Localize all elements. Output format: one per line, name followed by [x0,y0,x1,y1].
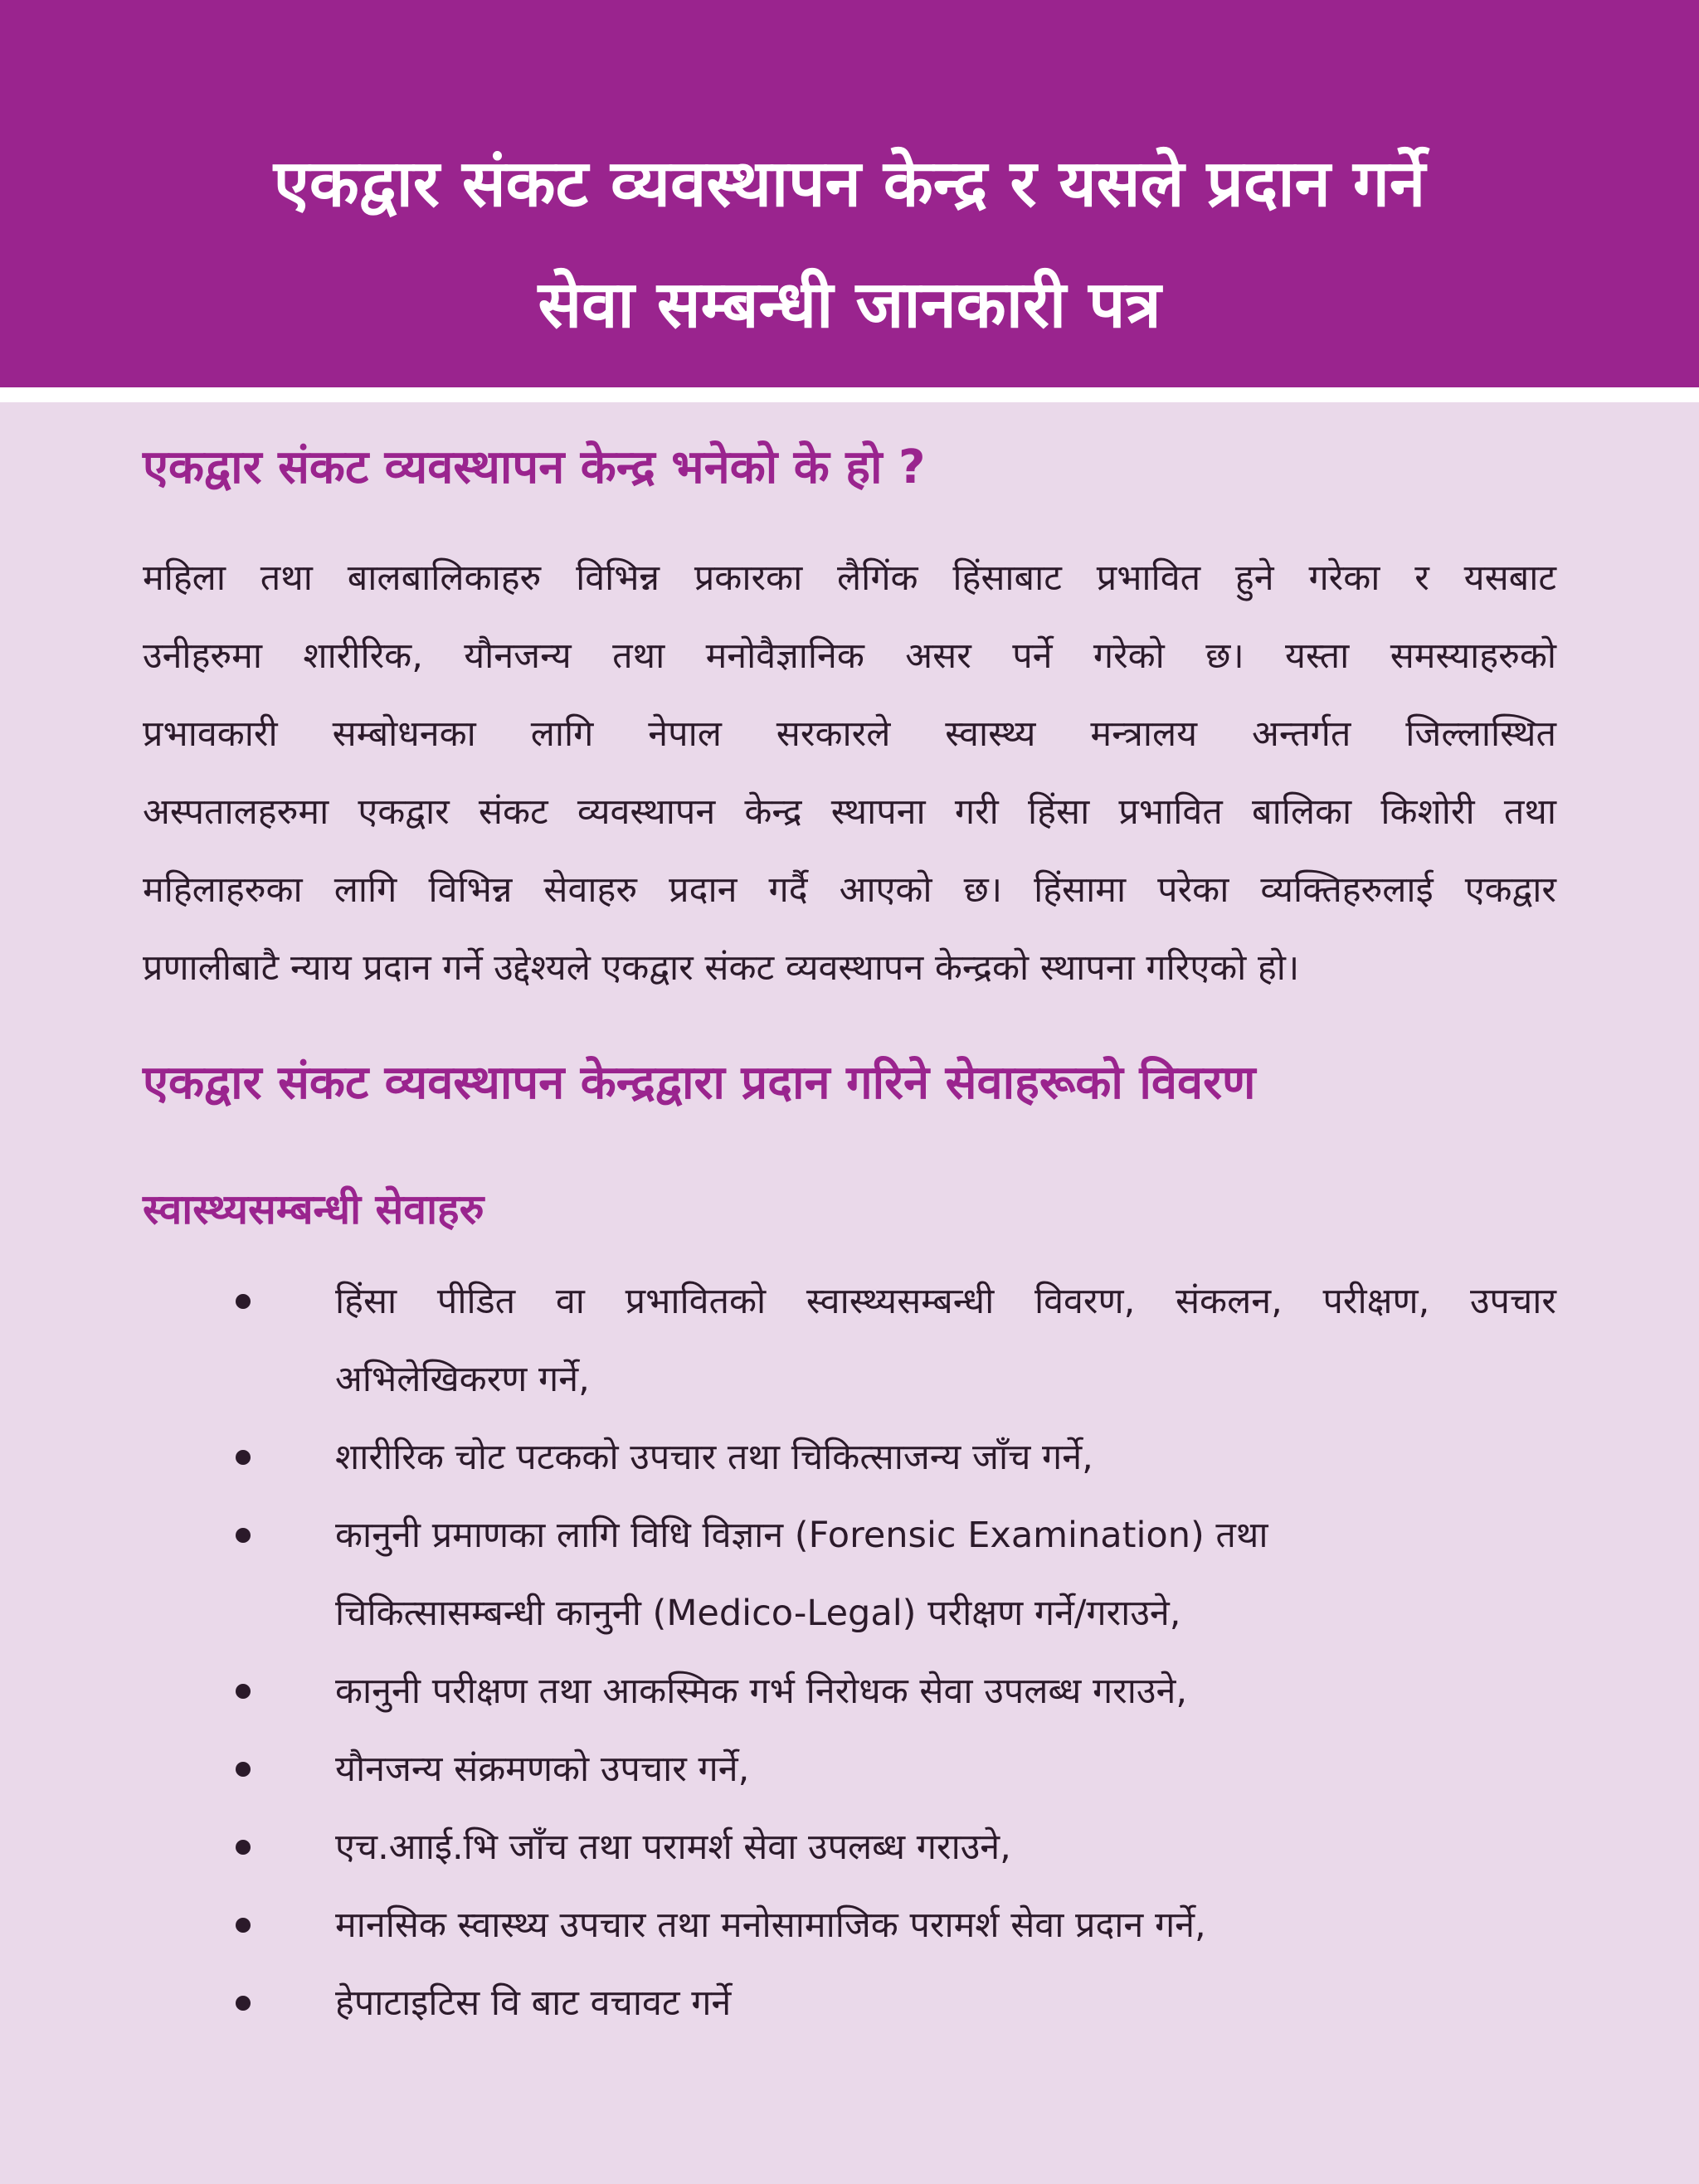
page-title-line-2: सेवा सम्बन्धी जानकारी पत्र [538,268,1161,343]
intro-paragraph-line: महिला तथा बालबालिकाहरु विभिन्न प्रकारका लैगिंक हिंसाबाट प्रभावित हुने गरेका र यसबाट [143,557,1556,599]
intro-paragraph-line: अस्पतालहरुमा एकद्वार संकट व्यवस्थापन केन्द्र स्थापना गरी हिंसा प्रभावित बालिका किशोरी तथा [143,791,1556,833]
intro-paragraph-line: उनीहरुमा शारीरिक, यौनजन्य तथा मनोवैज्ञानिक असर पर्ने गरेको छ। यस्ता समस्याहरुको [143,635,1556,677]
list-item-text: हेपाटाइटिस वि बाट वचावट गर्ने [335,1982,732,2024]
list-item-text: हिंसा पीडित वा प्रभावितको स्वास्थ्यसम्बन्धी विवरण, संकलन, परीक्षण, उपचार [335,1281,1556,1322]
list-item-text: कानुनी प्रमाणका लागि विधि विज्ञान (Forensic Examination) तथा [335,1515,1268,1556]
list-item-text: अभिलेखिकरण गर्ने, [335,1359,590,1400]
intro-heading: एकद्वार संकट व्यवस्थापन केन्द्र भनेको के हो ? [143,440,926,494]
bullet-icon [236,1840,251,1855]
services-heading: एकद्वार संकट व्यवस्थापन केन्द्रद्वारा प्रदान गरिने सेवाहरूको विवरण [143,1056,1256,1110]
list-item-text: यौनजन्य संक्रमणको उपचार गर्ने, [335,1749,750,1790]
bullet-icon [236,1684,251,1699]
intro-paragraph-line: प्रणालीबाटै न्याय प्रदान गर्ने उद्देश्यले एकद्वार संकट व्यवस्थापन केन्द्रको स्थापना गरिएको हो। [143,947,1300,989]
banner-divider [0,387,1699,402]
bullet-icon [236,1294,251,1309]
intro-paragraph-line: महिलाहरुका लागि विभिन्न सेवाहरु प्रदान गर्दै आएको छ। हिंसामा परेका व्यक्तिहरुलाई एकद्वार [143,869,1556,911]
list-item-text: शारीरिक चोट पटकको उपचार तथा चिकित्साजन्य जाँच गर्ने, [335,1437,1093,1478]
title-banner [0,0,1699,387]
bullet-icon [236,1918,251,1933]
intro-paragraph-line: प्रभावकारी सम्बोधनका लागि नेपाल सरकारले स्वास्थ्य मन्त्रालय अन्तर्गत जिल्लास्थित [143,713,1556,755]
bullet-icon [236,1996,251,2011]
health-services-heading: स्वास्थ्यसम्बन्धी सेवाहरु [143,1185,484,1233]
list-item-text: कानुनी परीक्षण तथा आकस्मिक गर्भ निरोधक सेवा उपलब्ध गराउने, [335,1671,1188,1712]
list-item-text: एच.आाई.भि जाँच तथा परामर्श सेवा उपलब्ध गराउने, [335,1826,1011,1868]
list-item-text: चिकित्सासम्बन्धी कानुनी (Medico-Legal) परीक्षण गर्ने/गराउने, [335,1593,1181,1634]
bullet-icon [236,1450,251,1465]
page-title-line-1: एकद्वार संकट व्यवस्थापन केन्द्र र यसले प्रदान गर्ने [273,147,1426,221]
list-item-text: मानसिक स्वास्थ्य उपचार तथा मनोसामाजिक परामर्श सेवा प्रदान गर्ने, [335,1904,1206,1946]
bullet-icon [236,1762,251,1777]
bullet-icon [236,1528,251,1543]
